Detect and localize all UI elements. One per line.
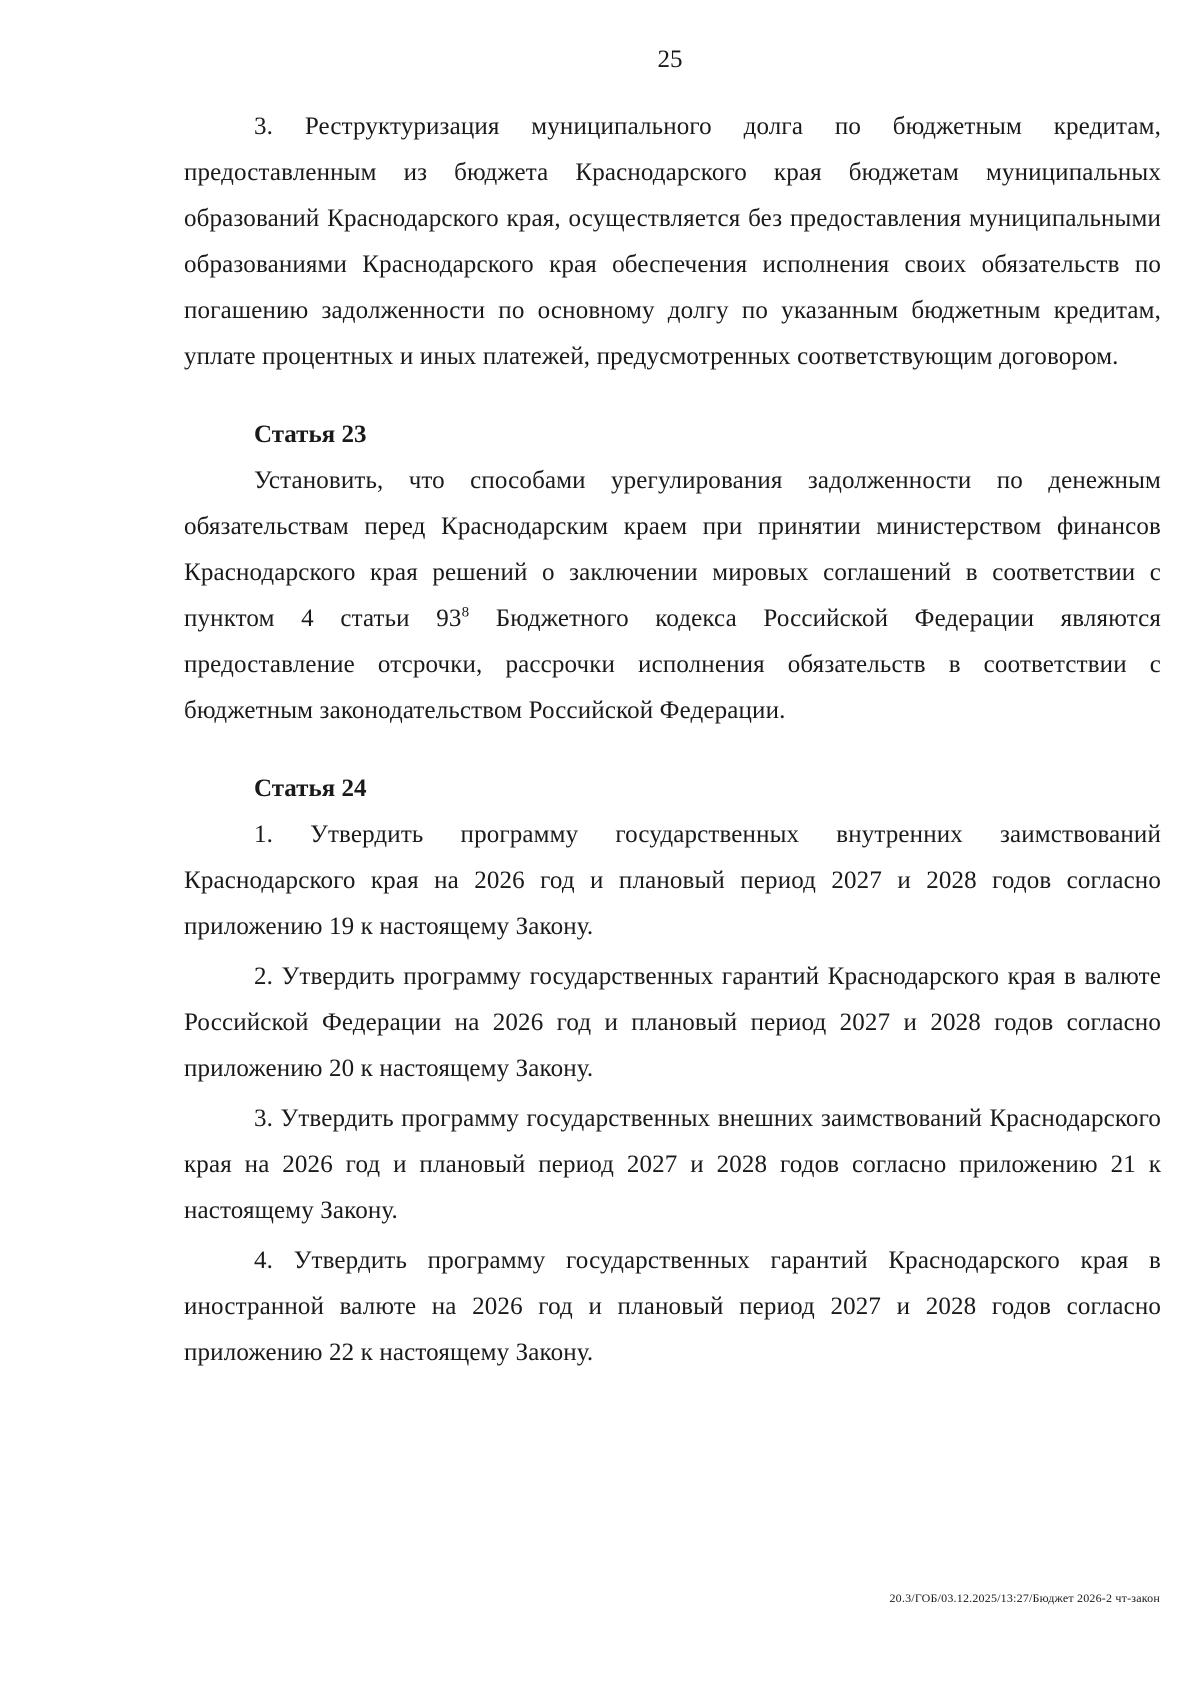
article-24-item: 1. Утвердить программу государственных внутренних заимствований Краснодарского края на 2026 год и плановый период 2027 и 2028 годов согласно приложению 19 к настоящему Закону. xyxy=(184,821,1161,940)
article-24-heading: Статья 24 xyxy=(254,775,367,802)
page-number: 25 xyxy=(657,46,683,73)
article-24-item: 3. Утвердить программу государственных внешних заимствований Краснодарского края на 2026 год и плановый период 2027 и 2028 годов согласно приложению 21 к настоящему Закону. xyxy=(184,1105,1161,1224)
document-footer-code: 20.3/ГОБ/03.12.2025/13:27/Бюджет 2026-2 чт-закон xyxy=(889,1591,1160,1605)
document-body xyxy=(184,104,1161,1376)
article-23-text-part2: Бюджетного кодекса Российской Федерации являются предоставление отсрочки, рассрочки исполнения обязательств в соответствии с бюджетным законодательством Российской Федерации. xyxy=(184,605,1161,724)
article-23-text-part1: Установить, что способами урегулирования задолженности по денежным обязательствам перед Краснодарским краем при принятии министерством финансов Краснодарского края решений о заключении мировых соглашений в соответствии с пунктом 4 статьи 93 xyxy=(184,467,1161,632)
article-23-text xyxy=(184,458,1161,734)
article-24-item: 4. Утвердить программу государственных гарантий Краснодарского края в иностранной валюте на 2026 год и плановый период 2027 и 2028 годов согласно приложению 22 к настоящему Закону. xyxy=(184,1247,1161,1366)
article-24-item: 2. Утвердить программу государственных гарантий Краснодарского края в валюте Российской Федерации на 2026 год и плановый период 2027 и 2028 годов согласно приложению 20 к настоящему Закону. xyxy=(184,963,1161,1082)
article-23-superscript: 8 xyxy=(461,604,470,621)
paragraph-restructuring: 3. Реструктуризация муниципального долга по бюджетным кредитам, предоставленным из бюджета Краснодарского края бюджетам муниципальных образований Краснодарского края, осуществляется без предоставления муниципальными образованиями Краснодарского края обеспечения исполнения своих обязательств по погашению задолженности по основному долгу по указанным бюджетным кредитам, уплате процентных и иных платежей, предусмотренных соответствующим договором. xyxy=(184,113,1161,370)
article-23-heading: Статья 23 xyxy=(254,421,367,448)
